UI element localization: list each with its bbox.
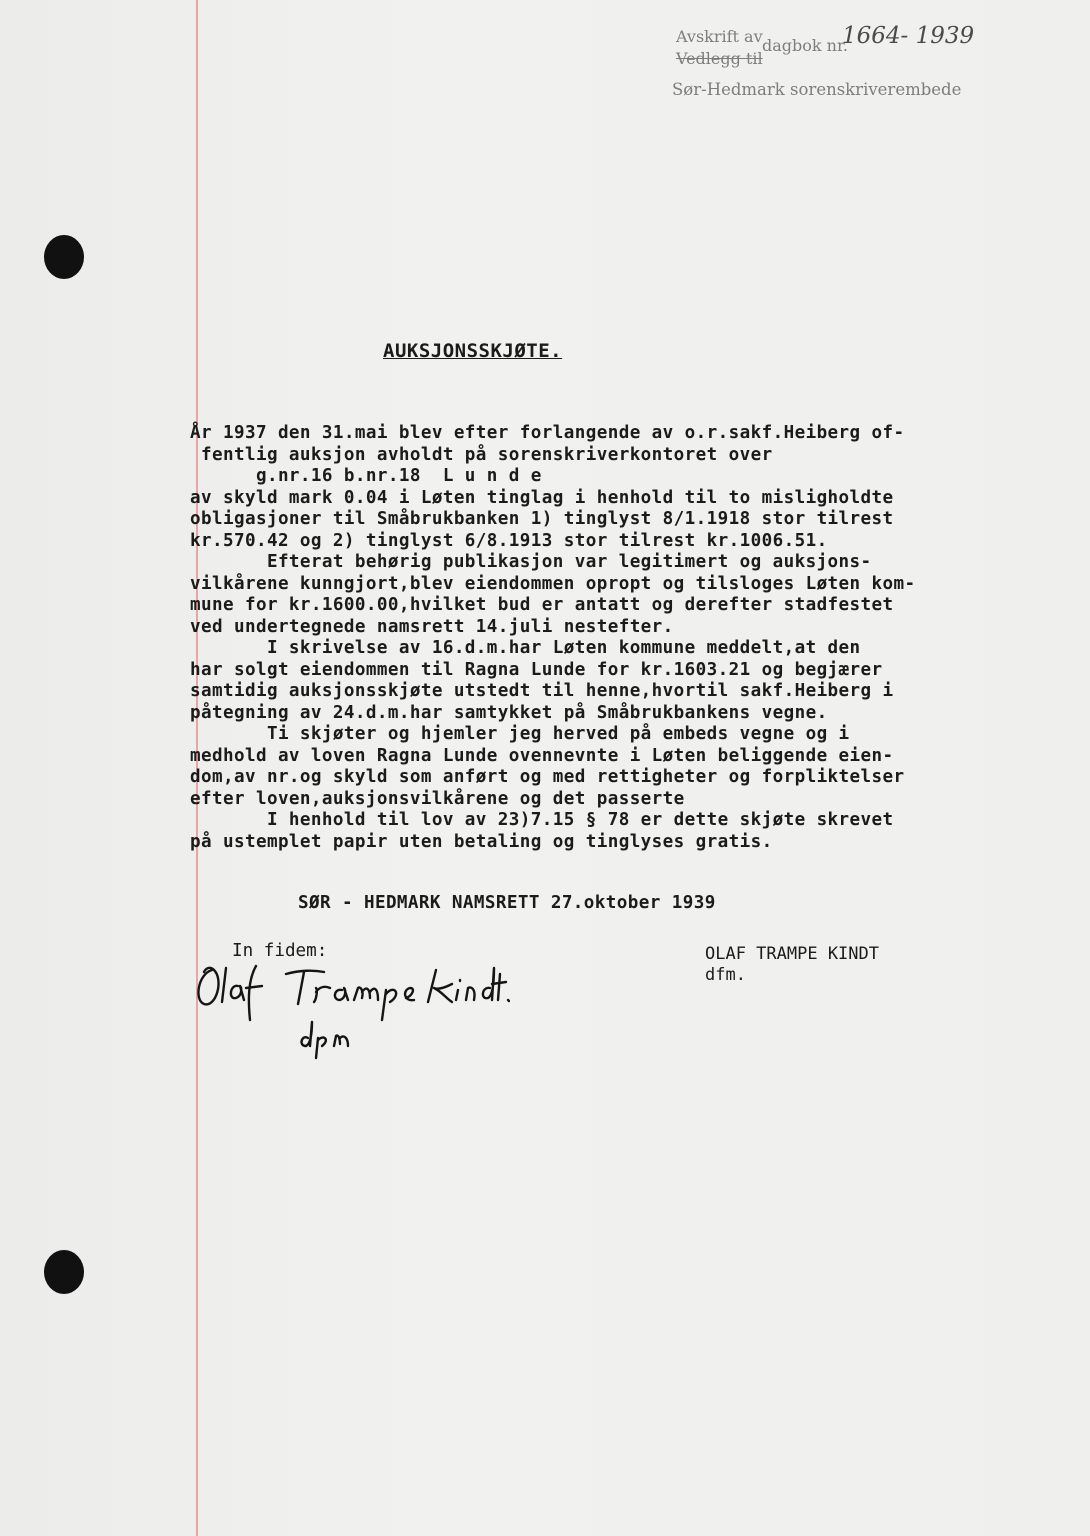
document-title: AUKSJONSSKJØTE.	[383, 340, 563, 362]
stamp-dagbok-label: dagbok nr.	[762, 36, 848, 55]
handwritten-signature	[190, 960, 510, 1060]
body-line: I henhold til lov av 23)7.15 § 78 er dette skjøte skrevet	[190, 810, 894, 830]
body-line: har solgt eiendommen til Ragna Lunde for kr.1603.21 og begjærer	[190, 659, 883, 680]
body-line: medhold av loven Ragna Lunde ovennevnte i Løten beliggende eien-	[190, 745, 894, 766]
in-fidem-label: In fidem:	[232, 941, 328, 961]
office-stamp	[670, 23, 1070, 99]
body-line: samtidig auksjonsskjøte utstedt til henne,hvortil sakf.Heiberg i	[190, 681, 894, 701]
body-line: Efterat behørig publikasjon var legitimert og auksjons-	[190, 552, 872, 572]
body-line: I skrivelse av 16.d.m.har Løten kommune meddelt,at den	[190, 638, 861, 658]
stamp-struck-text: Vedlegg til	[676, 49, 763, 68]
stamp-prefix: Avskrift av	[676, 27, 763, 46]
body-line: påtegning av 24.d.m.har samtykket på Småbrukbankens vegne.	[190, 702, 828, 723]
stamp-office-name: Sør-Hedmark sorenskriverembede	[672, 80, 962, 99]
body-line: ved undertegnede namsrett 14.juli nestefter.	[190, 616, 674, 637]
body-line: på ustemplet papir uten betaling og tinglyses gratis.	[190, 831, 773, 852]
punch-hole-top	[44, 235, 84, 279]
body-line: obligasjoner til Småbrukbanken 1) tinglyst 8/1.1918 stor tilrest	[190, 509, 894, 529]
punch-hole-bottom	[44, 1250, 84, 1294]
document-body	[190, 423, 1050, 853]
body-line: g.nr.16 b.nr.18 L u n d e	[190, 466, 542, 486]
body-line: av skyld mark 0.04 i Løten tinglag i henhold til to misligholdte	[190, 487, 894, 508]
body-line: År 1937 den 31.mai blev efter forlangende av o.r.sakf.Heiberg of-	[190, 423, 905, 443]
body-line: dom,av nr.og skyld som anført og med rettigheter og forpliktelser	[190, 767, 905, 787]
signature-icon	[190, 960, 510, 1060]
court-date-line: SØR - HEDMARK NAMSRETT 27.oktober 1939	[298, 893, 716, 913]
body-line: kr.570.42 og 2) tinglyst 6/8.1913 stor tilrest kr.1006.51.	[190, 530, 828, 551]
body-line: efter loven,auksjonsvilkårene og det passerte	[190, 788, 685, 809]
signer-block	[705, 944, 879, 986]
body-line: mune for kr.1600.00,hvilket bud er antatt og derefter stadfestet	[190, 595, 894, 615]
body-line: Ti skjøter og hjemler jeg herved på embeds vegne og i	[190, 724, 850, 744]
body-line: fentlig auksjon avholdt på sorenskriverkontoret over	[190, 444, 773, 465]
signer-title: dfm.	[705, 965, 746, 985]
body-line: vilkårene kunngjort,blev eiendommen opropt og tilsloges Løten kom-	[190, 573, 916, 594]
signer-name: OLAF TRAMPE KINDT	[705, 944, 879, 964]
stamp-dagbok-number: 1664- 1939	[842, 23, 975, 49]
